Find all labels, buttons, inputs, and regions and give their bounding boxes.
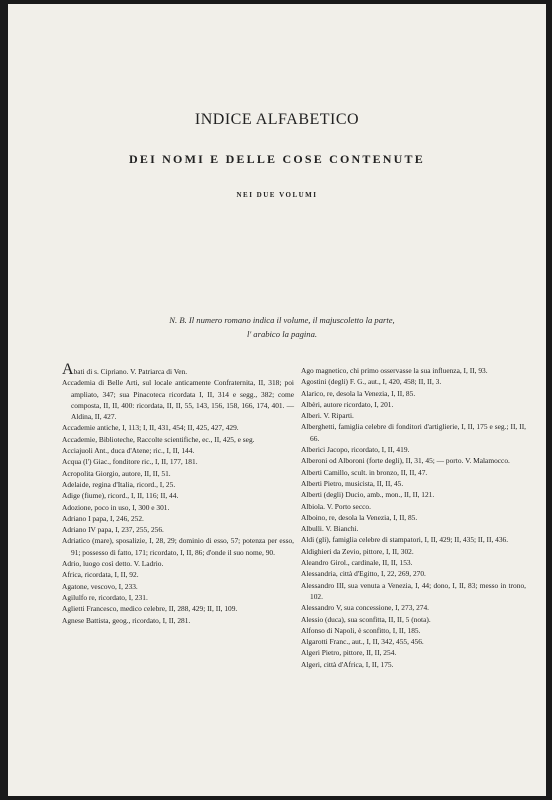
index-entry: Alfonso di Napoli, è sconfitto, I, II, 185. [301,625,421,635]
index-entry: Alberti Pietro, musicista, II, II, 45. [301,478,404,488]
index-entry: Accademie antiche, I, 113; I, II, 431, 454; II, 425, 427, 429. [62,423,239,433]
note-line-2: l' arabico la pagina. [246,329,318,339]
index-entry: Aldi (gli), famiglia celebre di stampatori, I, II, 429; II, 435; II, II, 436. [301,535,509,545]
index-entry: Adriano IV papa, I, 237, 255, 256. [62,525,164,535]
index-entry: Acropolita Giorgio, autore, II, II, 51. [62,468,171,478]
index-entry: Agatone, vescovo, I, 233. [62,581,138,591]
index-entry: Alberici Jacopo, ricordato, I, II, 419. [301,445,410,455]
index-entry: Alberoni od Alboroni (forte degli), II, 31, 45; — porto. V. Malamocco. [301,456,510,466]
book-page [8,4,546,796]
index-entry: Alberi. V. Riparti. [301,411,354,421]
index-entry: Algarotti Franc., aut., I, II, 342, 455, 456. [301,637,424,647]
index-entry: Acqua (l') Giac., fonditore ric., I, II, 177, 181. [62,457,198,467]
index-column-right [301,365,526,670]
index-entry: Agostini (degli) F. G., aut., I, 420, 458; II, II, 3. [301,377,442,387]
index-subtitle: DEI NOMI E DELLE COSE CONTENUTE [129,152,425,166]
index-entry: Alessandro V, sua concessione, I, 273, 274. [301,603,430,613]
index-entry: Alberti Camillo, scult. in bronzo, II, II, 47. [301,467,428,477]
index-entry: Alessandro III, sua venuta a Venezia, I, 44; dono, I, II, 83; messo in trono, 102. [301,580,526,601]
index-entry: Acciajuoli Ant., duca d'Atene; ric., I, II, 144. [62,446,195,456]
index-entry [62,361,294,378]
index-entry: Aleandro Girol., cardinale, II, II, 153. [301,558,413,568]
index-entry: Accademie, Biblioteche, Raccolte scientifiche, ec., II, 425, e seg. [62,434,255,444]
index-entry: Aglietti Francesco, medico celebre, II, 288, 429; II, II, 109. [62,604,238,614]
index-title: INDICE ALFABETICO [194,111,360,128]
drop-cap: A [62,361,74,378]
index-entry: Alarico, re, desola la Venezia, I, II, 85. [301,388,416,398]
index-entry: Alessandria, città d'Egitto, I, 22, 269, 270. [301,569,426,579]
index-entry: Adozione, poco in uso, I, 300 e 301. [62,502,170,512]
index-entry: Africa, ricordata, I, II, 92. [62,570,139,580]
index-entry: Aldighieri da Zevio, pittore, I, II, 302. [301,546,414,556]
index-column-left [62,361,294,626]
index-entry: Agnese Battista, geog., ricordato, I, II, 281. [62,615,191,625]
entry-text: bati di s. Cipriano. V. Patriarca di Ven. [73,367,188,376]
reading-note [78,313,486,341]
index-entry: Albulli. V. Bianchi. [301,524,359,534]
index-entry: Ago magnetico, chi primo osservasse la sua influenza, I, II, 93. [301,366,488,375]
index-entry: Adriano I papa, I, 246, 252. [62,513,144,523]
index-entry: Alberti (degli) Ducio, amb., mon., II, II, 121. [301,490,435,500]
volumes-caption: NEI DUE VOLUMI [236,191,318,199]
index-entry: Accademia di Belle Arti, sul locale anticamente Confraternita, II, 318; poi ampliato, 347; sua Pinacoteca ricordata I, II, 314 e segg., 382; come composta, II, II, 400: ricordata, II, II, 55, 143, 156, 158, 166, 174, 401. — Aldina, II, 427. [62,378,294,422]
note-line-1: N. B. Il numero romano indica il volume, il majuscoletto la parte, [169,315,395,325]
index-entry: Agilulfo re, ricordato, I, 231. [62,592,148,602]
index-entry: Alessio (duca), sua sconfitta, II, II, 5 (nota). [301,614,431,624]
index-entry: Algeri, città d'Africa, I, II, 175. [301,659,394,669]
index-entry: Adriatico (mare), sposalizie, I, 28, 29; dominio di esso, 57; potenza per esso, 91; possesso di fatto, 171; ricordato, I, II, 86; d'onde il suo nome, 90. [62,536,294,557]
index-entry: Adrio, luogo così detto. V. Ladrio. [62,559,164,569]
index-entry: Algeri Pietro, pittore, II, II, 254. [301,648,397,658]
index-entry: Alboino, re, desola la Venezia, I, II, 85. [301,512,418,522]
index-entry: Adige (fiume), ricord., I, II, 116; II, 44. [62,491,179,501]
index-entry: Albèri, autore ricordato, I, 201. [301,399,394,409]
index-entry: Alberghetti, famiglia celebre di fonditori d'artiglierie, I, II, 175 e seg.; II, II, 66. [301,422,526,443]
index-entry: Albiola. V. Porto secco. [301,501,371,511]
index-entry: Adelaide, regina d'Italia, ricord., I, 25. [62,479,176,489]
